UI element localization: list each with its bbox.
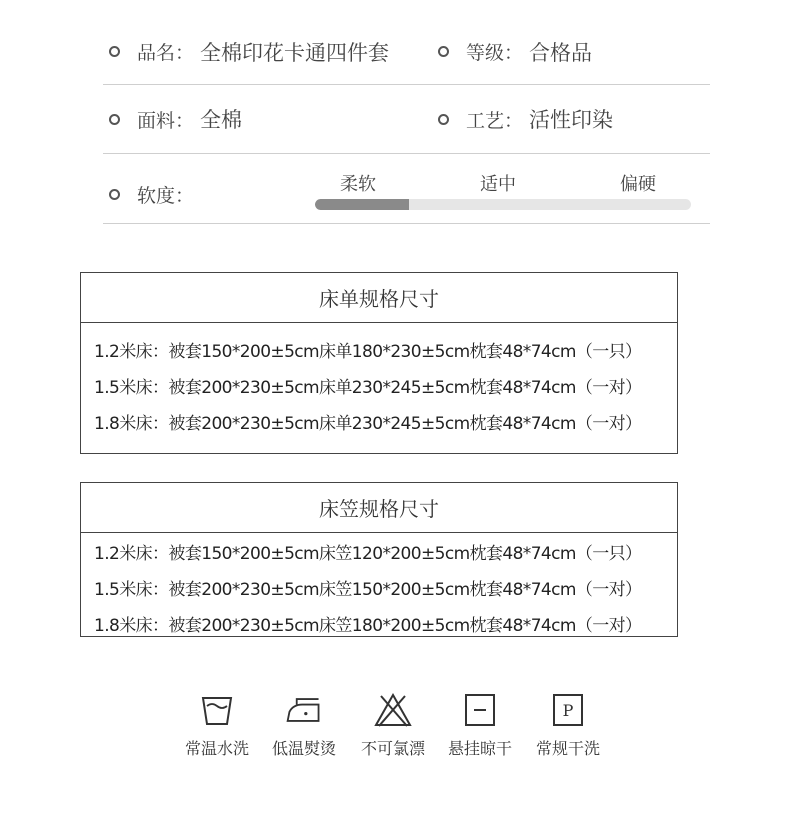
attr-row-1 (103, 19, 710, 85)
attr-row-3 (103, 154, 710, 224)
bullet-icon (109, 114, 120, 125)
sheet-spec-lines (81, 323, 677, 439)
dry-clean-icon (548, 690, 588, 730)
grade-attr (438, 19, 592, 84)
hang-dry-icon (460, 690, 500, 730)
bullet-icon (438, 46, 449, 57)
bullet-icon (109, 189, 120, 200)
care-label: 不可氯漂 (360, 739, 425, 758)
scale-label-soft: 柔软 (340, 174, 376, 195)
material-value: 全棉 (200, 108, 243, 132)
care-hang-dry (435, 690, 525, 759)
grade-value: 合格品 (529, 40, 593, 65)
bullet-icon (438, 114, 449, 125)
attr-row-2 (103, 85, 710, 154)
care-iron (259, 690, 349, 759)
softness-attr (109, 154, 194, 234)
softness-track (315, 199, 691, 210)
softness-scale (212, 154, 692, 224)
softness-label: 软度： (137, 184, 195, 207)
sheet-spec-title: 床单规格尺寸 (81, 273, 677, 323)
product-name-attr (109, 19, 389, 84)
sheet-spec-line: 1.2米床：被套150*200±5cm床单180*230±5cm枕套48*74cm（一只） (94, 341, 642, 362)
sheet-spec-table (80, 272, 678, 454)
craft-label: 工艺： (466, 109, 524, 132)
care-no-bleach (348, 690, 438, 759)
scale-label-medium: 适中 (480, 174, 516, 195)
fitted-spec-line: 1.5米床：被套200*230±5cm床笠150*200±5cm枕套48*74cm（一对） (94, 579, 642, 600)
care-dry-clean (523, 690, 613, 759)
bullet-icon (109, 46, 120, 57)
product-name-value: 全棉印花卡通四件套 (200, 40, 390, 65)
fitted-spec-table (80, 482, 678, 637)
fitted-spec-line: 1.2米床：被套150*200±5cm床笠120*200±5cm枕套48*74cm（一只） (94, 543, 642, 564)
iron-icon (284, 690, 324, 730)
grade-label: 等级： (466, 42, 524, 64)
material-label: 面料： (137, 109, 195, 132)
fitted-spec-line: 1.8米床：被套200*230±5cm床笠180*200±5cm枕套48*74cm（一对） (94, 615, 642, 636)
wash-tub-icon (197, 690, 237, 730)
care-label: 常规干洗 (535, 739, 600, 758)
care-wash (172, 690, 262, 759)
care-label: 常温水洗 (184, 739, 249, 758)
product-name-label: 品名： (137, 42, 195, 64)
fitted-spec-title: 床笠规格尺寸 (81, 483, 677, 533)
sheet-spec-line: 1.8米床：被套200*230±5cm床单230*245±5cm枕套48*74cm（一对） (94, 413, 642, 434)
craft-attr (438, 85, 613, 153)
fitted-spec-lines (81, 533, 677, 641)
material-attr (109, 85, 242, 153)
no-bleach-icon (373, 690, 413, 730)
softness-fill (315, 199, 409, 210)
care-label: 悬挂晾干 (447, 739, 512, 758)
dry-clean-symbol: P (562, 701, 574, 720)
craft-value: 活性印染 (529, 108, 614, 132)
scale-label-hard: 偏硬 (620, 174, 656, 195)
care-label: 低温熨烫 (271, 739, 336, 758)
sheet-spec-line: 1.5米床：被套200*230±5cm床单230*245±5cm枕套48*74cm（一对） (94, 377, 642, 398)
